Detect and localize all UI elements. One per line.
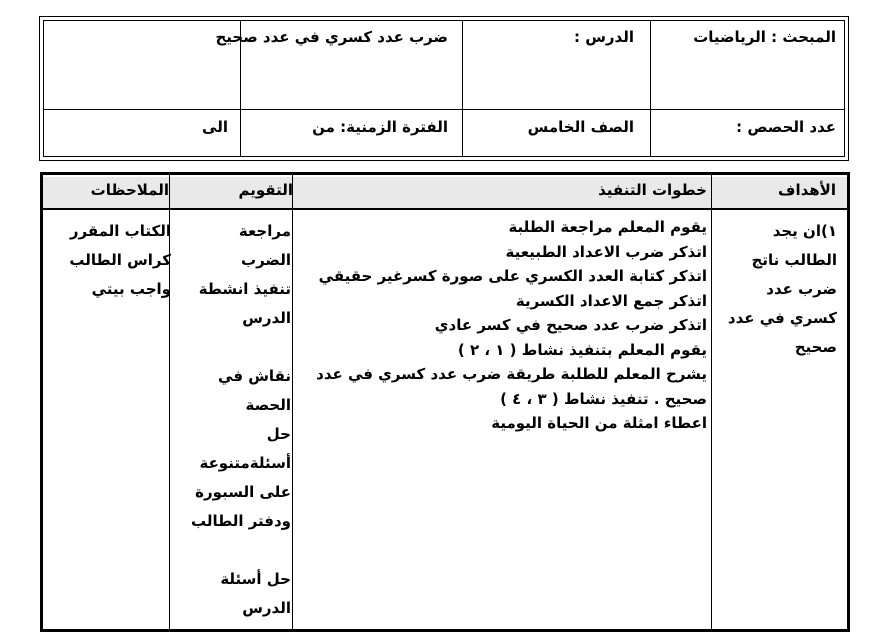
column-divider [711, 175, 712, 629]
assessment-line: أسئلةمتنوعة [199, 454, 291, 472]
assessment-line: الضرب [241, 251, 291, 269]
header-objectives: الأهداف [778, 181, 836, 199]
steps-column [307, 215, 707, 436]
subject-cell: المبحث : الرياضيات [693, 28, 836, 46]
time-period-label: الفترة الزمنية: من [312, 118, 448, 136]
to-label: الى [202, 118, 228, 136]
step-line: يقوم المعلم بتنفيذ نشاط ( ١ ، ٢ ) [457, 340, 707, 359]
assessment-line: ودفتر الطالب [190, 512, 291, 530]
divider [462, 21, 463, 156]
assessment-line: حل [266, 425, 291, 443]
note-line: واجب بيتي [91, 280, 171, 298]
notes-column [46, 217, 171, 304]
lesson-info-inner-border [43, 20, 845, 157]
step-line: صحيح . تنفيذ نشاط ( ٣ ، ٤ ) [500, 389, 707, 408]
divider [650, 21, 651, 156]
objective-line: صحيح [794, 338, 837, 356]
assessment-line: الحصة [245, 396, 291, 414]
note-line: كراس الطالب [69, 251, 171, 269]
assessment-line: حل أسئلة [220, 570, 291, 588]
assessment-line [186, 536, 291, 565]
divider [44, 109, 844, 110]
grade-cell: الصف الخامس [527, 118, 634, 136]
assessment-column [186, 217, 291, 623]
header-notes: الملاحظات [90, 181, 169, 199]
lesson-label: الدرس : [574, 28, 634, 46]
assessment-line: الدرس [242, 599, 291, 617]
assessment-line: مراجعة [238, 222, 291, 240]
step-line: يقوم المعلم مراجعة الطلبة [508, 218, 707, 236]
assessment-line: تنفيذ انشطة [198, 280, 291, 298]
lesson-info-table [39, 16, 849, 161]
step-line: اتذكر جمع الاعداد الكسرية [515, 291, 707, 310]
assessment-line: على السبورة [195, 483, 291, 501]
objective-line: الطالب ناتج [751, 251, 837, 269]
step-line: يشرح المعلم للطلبة طريقة ضرب عدد كسري في عدد [316, 365, 707, 383]
header-assessment: التقويم [238, 181, 293, 199]
assessment-line: نقاش في [218, 367, 291, 385]
column-divider [292, 175, 293, 629]
objective-line: ١)ان يجد [772, 222, 837, 240]
periods-count-label: عدد الحصص : [736, 118, 836, 136]
step-line: اتذكر ضرب عدد صحيح في كسر عادي [434, 316, 707, 334]
note-line: الكتاب المقرر [69, 222, 171, 240]
step-line: اعطاء امثلة من الحياة اليومية [491, 414, 707, 432]
lesson-plan-table [40, 172, 850, 632]
step-line: اتذكر ضرب الاعداد الطبيعية [505, 242, 707, 261]
objective-line: ضرب عدد [766, 280, 837, 298]
header-steps: خطوات التنفيذ [598, 181, 707, 199]
lesson-title: ضرب عدد كسري في عدد صحيح [215, 28, 448, 46]
objectives-column [719, 217, 837, 362]
assessment-line [186, 333, 291, 362]
step-line: اتذكر كتابة العدد الكسري على صورة كسرغير حقيقي [318, 267, 707, 285]
assessment-line: الدرس [242, 309, 291, 327]
objective-line: كسري في عدد [727, 309, 837, 327]
